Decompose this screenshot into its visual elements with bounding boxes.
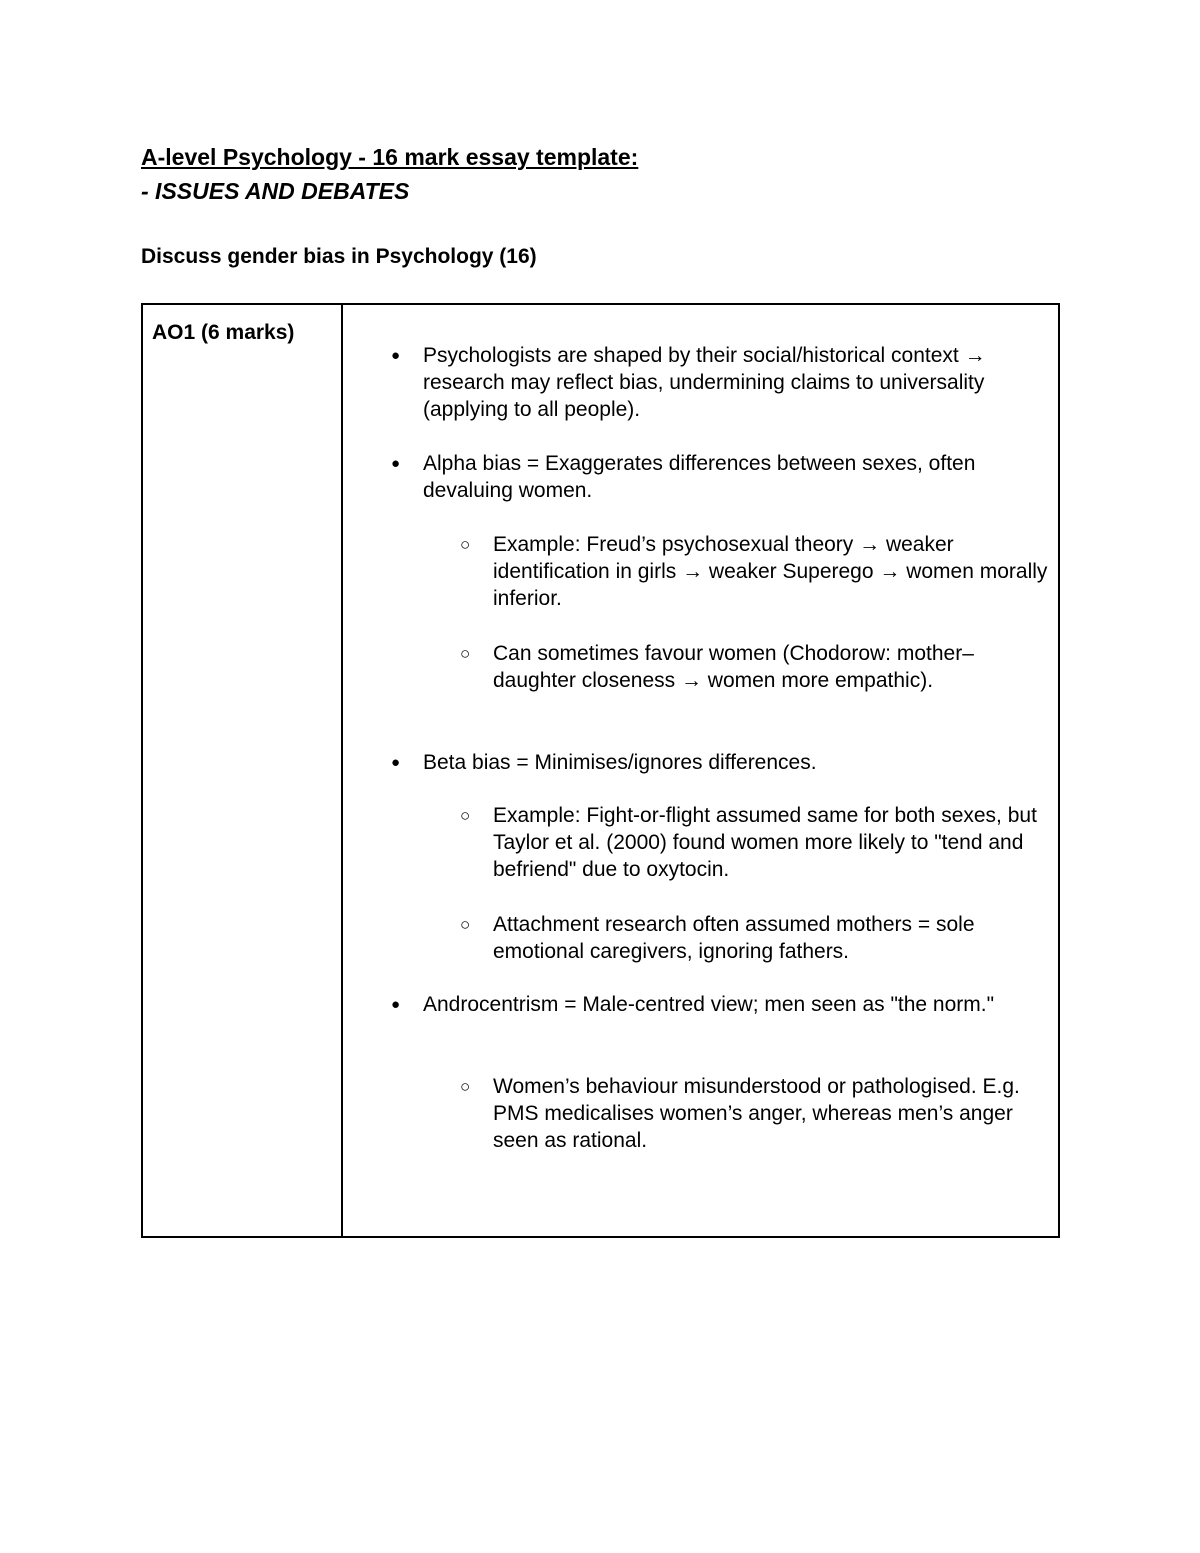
ao1-content [343, 305, 1058, 1236]
hollow-bullet-icon: ○ [460, 1077, 471, 1096]
essay-question: Discuss gender bias in Psychology (16) [141, 245, 537, 268]
hollow-bullet-icon: ○ [460, 644, 471, 663]
list-item [460, 911, 1053, 965]
bullet-icon: ● [391, 996, 401, 1013]
hollow-bullet-icon: ○ [460, 535, 471, 554]
document-subtitle: - ISSUES AND DEBATES [141, 178, 410, 204]
item-text: Androcentrism = Male-centred view; men seen as "the norm." [423, 993, 995, 1016]
item-text: Beta bias = Minimises/ignores differences. [423, 751, 817, 774]
hollow-bullet-icon: ○ [460, 915, 471, 934]
bullet-icon: ● [391, 455, 401, 472]
item-text: Example: Fight-or-flight assumed same for both sexes, but Taylor et al. (2000) found women more likely to "tend and befriend" due to oxytocin. [493, 804, 1037, 881]
item-text: Psychologists are shaped by their social/historical context → research may reflect bias, undermining claims to universality (applying to all people). [423, 344, 986, 421]
list-item [391, 749, 1063, 776]
essay-table [141, 303, 1060, 1238]
item-text: Women’s behaviour misunderstood or pathologised. E.g. PMS medicalises women’s anger, whereas men’s anger seen as rational. [493, 1075, 1020, 1152]
document-title: A-level Psychology - 16 mark essay template: [141, 144, 639, 170]
list-item [460, 640, 1053, 694]
item-text: Example: Freud’s psychosexual theory → weaker identification in girls → weaker Superego → women morally inferior. [493, 533, 1048, 610]
list-item [391, 991, 1063, 1018]
ao1-label: AO1 (6 marks) [152, 321, 295, 344]
list-item [391, 342, 1063, 423]
bullet-icon: ● [391, 347, 401, 364]
item-text: Attachment research often assumed mothers = sole emotional caregivers, ignoring fathers. [493, 913, 975, 963]
item-text: Alpha bias = Exaggerates differences between sexes, often devaluing women. [423, 452, 976, 502]
bullet-icon: ● [391, 754, 401, 771]
list-item [460, 531, 1053, 612]
list-item [391, 450, 1063, 504]
hollow-bullet-icon: ○ [460, 806, 471, 825]
list-item [460, 1073, 1053, 1154]
item-text: Can sometimes favour women (Chodorow: mother–daughter closeness → women more empathic). [493, 642, 974, 692]
list-item [460, 802, 1053, 883]
